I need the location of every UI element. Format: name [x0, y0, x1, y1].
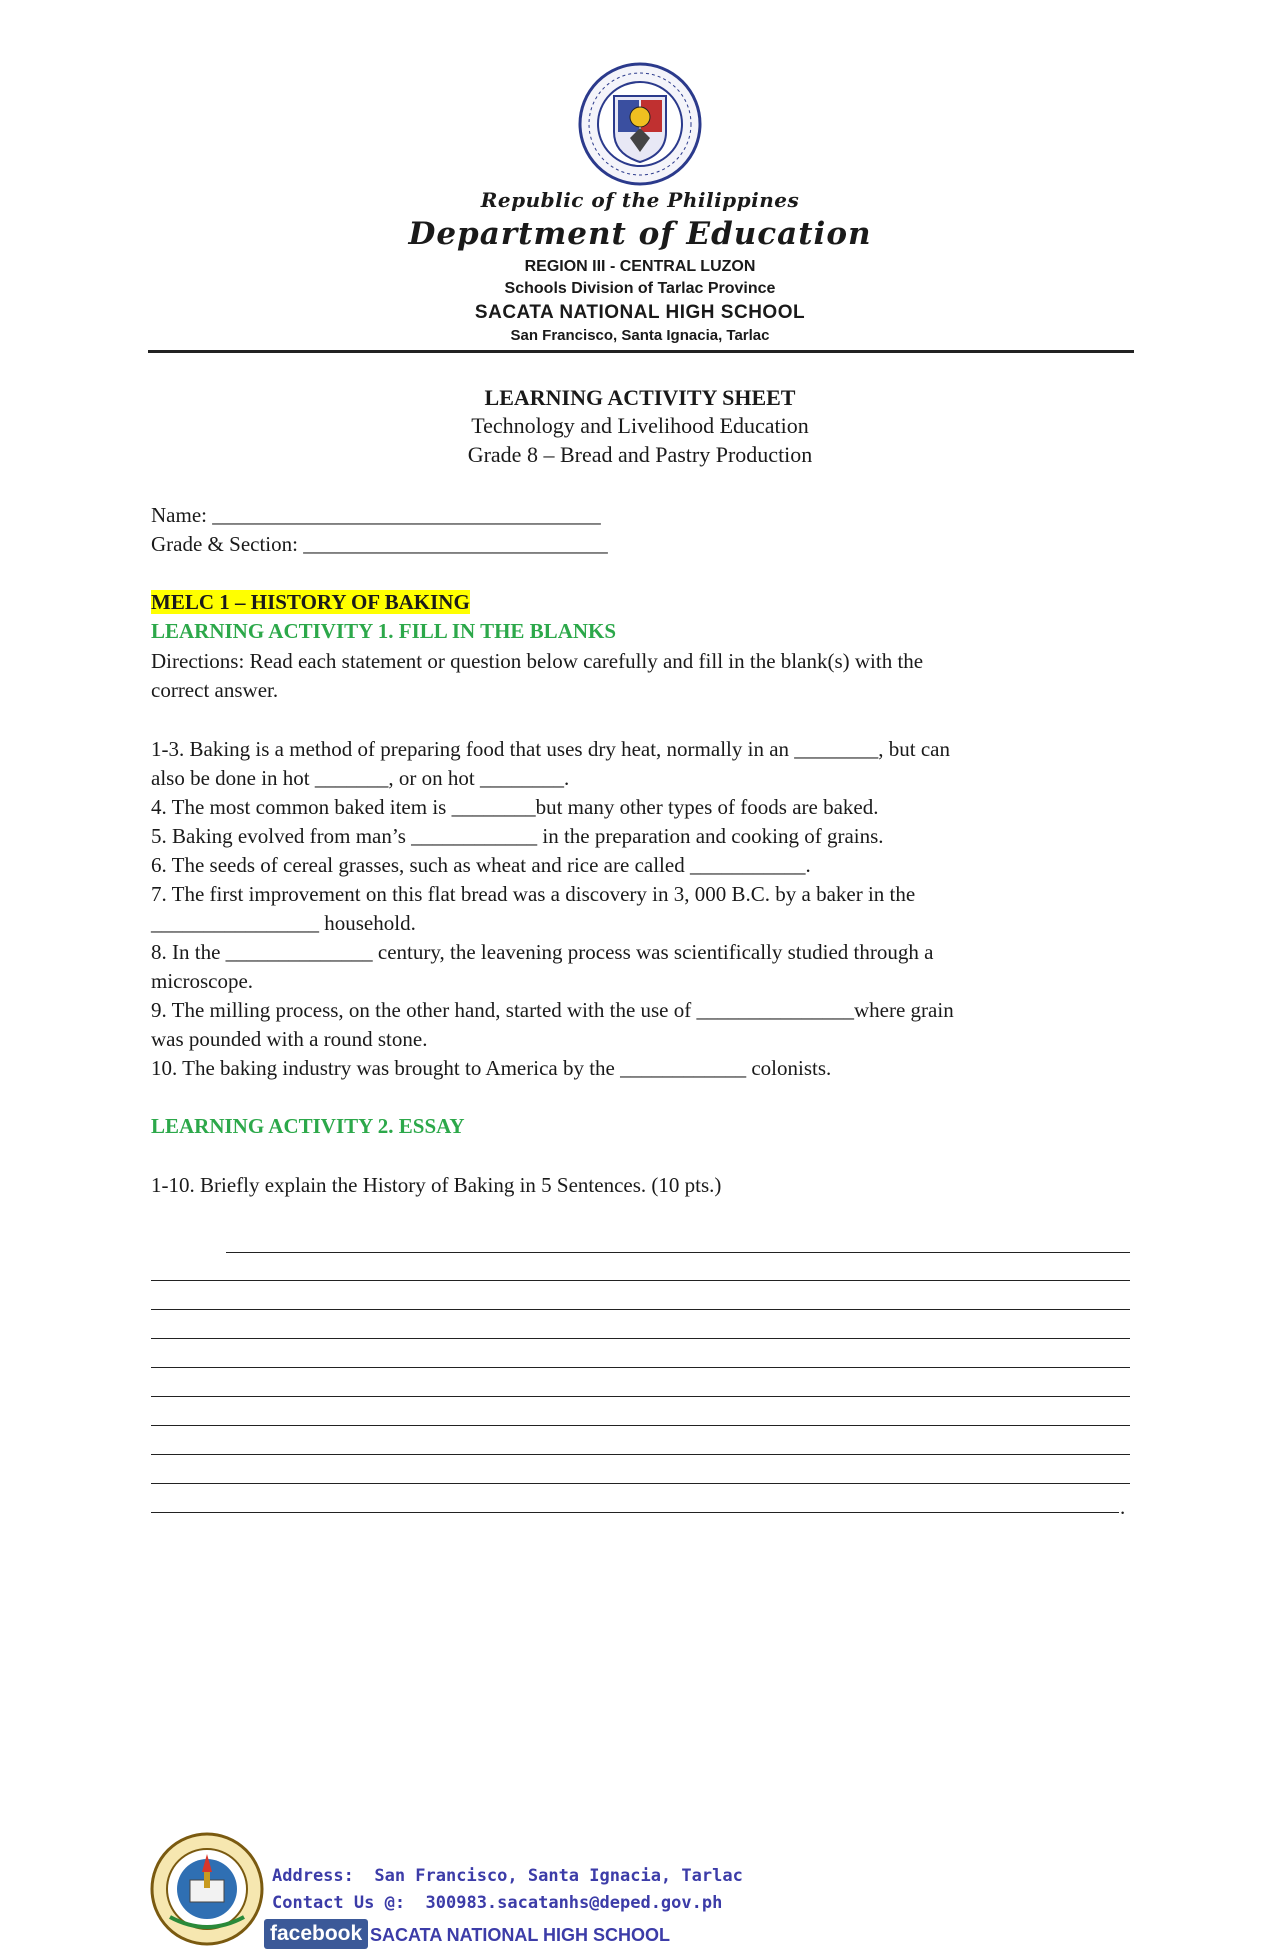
- division-label: Schools Division of Tarlac Province: [504, 280, 776, 297]
- essay-answer-line[interactable]: [151, 1512, 1119, 1513]
- essay-prompt: 1-10. Briefly explain the History of Baking in 5 Sentences. (10 pts.): [151, 1173, 722, 1197]
- directions-line: correct answer.: [151, 678, 279, 702]
- directions-line: Directions: Read each statement or question below carefully and fill in the blank(s) with the: [151, 649, 924, 673]
- essay-end-period: .: [1120, 1495, 1126, 1519]
- essay-answer-line[interactable]: [151, 1483, 1130, 1484]
- grade-title: Grade 8 – Bread and Pastry Production: [467, 442, 813, 467]
- department-label: Department of Education: [408, 216, 872, 252]
- school-name: SACATA NATIONAL HIGH SCHOOL: [474, 302, 806, 323]
- question-line: 10. The baking industry was brought to America by the ____________ colonists.: [151, 1056, 832, 1080]
- facebook-page-name[interactable]: SACATA NATIONAL HIGH SCHOOL: [370, 1925, 670, 1945]
- essay-answer-line[interactable]: [151, 1454, 1130, 1455]
- question-line: microscope.: [151, 969, 254, 993]
- essay-answer-line[interactable]: [226, 1252, 1130, 1253]
- activity2-heading: LEARNING ACTIVITY 2. ESSAY: [151, 1114, 465, 1138]
- essay-answer-line[interactable]: [151, 1280, 1130, 1281]
- republic-label: Republic of the Philippines: [480, 188, 800, 212]
- question-line: 6. The seeds of cereal grasses, such as wheat and rice are called ___________.: [151, 853, 811, 877]
- grade-section-field[interactable]: Grade & Section: _____________________________: [151, 532, 608, 556]
- question-line: 5. Baking evolved from man’s ____________ in the preparation and cooking of grains.: [151, 824, 884, 848]
- question-line: 4. The most common baked item is ________but many other types of foods are baked.: [151, 795, 879, 819]
- essay-answer-line[interactable]: [151, 1309, 1130, 1310]
- footer-address: Address: San Francisco, Santa Ignacia, Tarlac: [272, 1866, 743, 1886]
- question-line: ________________ household.: [151, 911, 416, 935]
- question-line: 1-3. Baking is a method of preparing food that uses dry heat, normally in an ________, but can: [151, 737, 950, 761]
- sheet-title: LEARNING ACTIVITY SHEET: [484, 385, 796, 410]
- deped-seal-logo: [578, 62, 702, 186]
- school-seal-logo: [150, 1832, 264, 1946]
- question-line: also be done in hot _______, or on hot ________.: [151, 766, 570, 790]
- essay-answer-line[interactable]: [151, 1425, 1130, 1426]
- essay-answer-line[interactable]: [151, 1396, 1130, 1397]
- activity1-heading: LEARNING ACTIVITY 1. FILL IN THE BLANKS: [151, 619, 617, 643]
- question-line: was pounded with a round stone.: [151, 1027, 428, 1051]
- name-field[interactable]: Name: _____________________________________: [151, 503, 601, 527]
- question-line: 7. The first improvement on this flat bread was a discovery in 3, 000 B.C. by a baker in the: [151, 882, 916, 906]
- question-line: 9. The milling process, on the other hand, started with the use of _______________where grain: [151, 998, 954, 1022]
- header-divider: [148, 350, 1134, 353]
- question-line: 8. In the ______________ century, the leavening process was scientifically studied through a: [151, 940, 934, 964]
- essay-answer-line[interactable]: [151, 1367, 1130, 1368]
- subject-title: Technology and Livelihood Education: [471, 413, 809, 438]
- essay-answer-line[interactable]: [151, 1338, 1130, 1339]
- school-address: San Francisco, Santa Ignacia, Tarlac: [510, 327, 770, 344]
- facebook-logo[interactable]: facebook: [264, 1919, 368, 1949]
- footer-contact[interactable]: Contact Us @: 300983.sacatanhs@deped.gov.ph: [272, 1893, 723, 1913]
- melc-heading: MELC 1 – HISTORY OF BAKING: [151, 590, 470, 614]
- region-label: REGION III - CENTRAL LUZON: [524, 258, 756, 275]
